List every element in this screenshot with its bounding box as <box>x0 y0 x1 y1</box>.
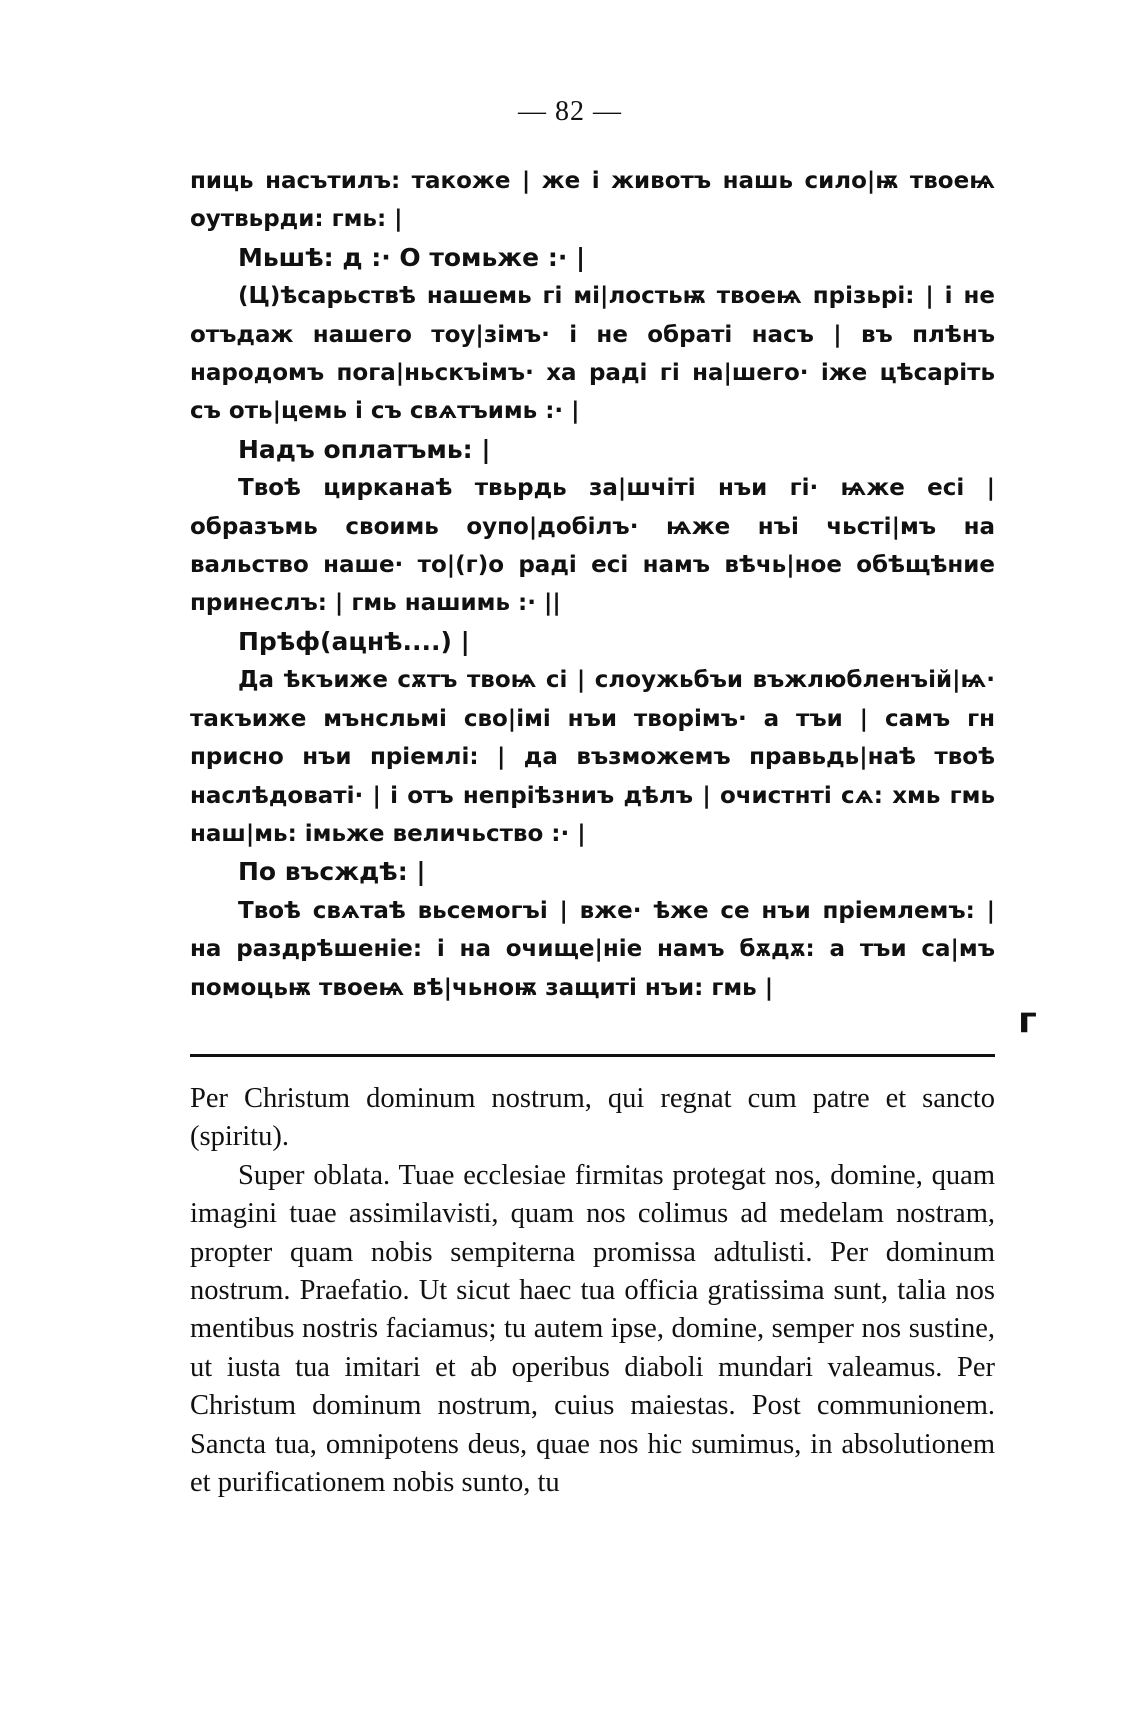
slavonic-paragraph: Твоѣ свѧтаѣ вьсемогъі | вже· ѣже се нъи пріемлемъ: | на раздрѣшеніе: і на очище|ніе намъ бѫдѫ: а тъи са|мъ помоцьѭ твоеѩ вѣ|чьноѭ защиті нъи: гмь | <box>190 897 995 1001</box>
latin-paragraph: Per Christum dominum nostrum, qui regnat cum patre et sancto (spiritu). <box>190 1083 995 1153</box>
slavonic-heading-praefatio: Прѣф(ацнѣ....) | <box>238 626 470 656</box>
slavonic-paragraph: (Ц)ѣсарьствѣ нашемь гі мі|лостьѭ твоеѩ прізьрі: | і не отъдаж нашего тоу|зімъ· і не обраті насъ | въ плѣнъ народомъ пога|ньскъімъ· ха раді гі на|шего· іже цѣсаріть съ оть|цемь і съ свѧтъимь :· | <box>190 283 995 425</box>
margin-mark: г <box>1018 1000 1037 1041</box>
slavonic-paragraph: Твоѣ цирканаѣ твьрдь за|шчіті нъи гі· ѩже есі | образъмь своимь оупо|добілъ· ѩже нъі чьсті|мъ на вальство наше· то|(г)о раді есі намъ вѣчь|ное обѣщѣние принеслъ: | гмь нашимь :· || <box>190 475 995 617</box>
slavonic-heading-oblata: Надъ оплатъмь: | <box>238 434 491 464</box>
slavonic-heading-mass: Мьшѣ: д :· О томьже :· | <box>238 242 586 272</box>
slavonic-heading-communion: По въсждѣ: | <box>238 857 426 887</box>
page-number: — 82 — <box>518 96 622 127</box>
old-slavonic-text-block <box>190 162 995 1007</box>
slavonic-paragraph: пиць насътилъ: такожe | же і животъ нашь сило|ѭ твоеѩ оутвьрди: гмь: | <box>190 168 995 233</box>
slavonic-paragraph: Да ѣкъиже сѫтъ твоѩ сі | слоужьбъи въжлюбленъій|ѩ· такъиже мънсльмі сво|імі нъи творімъ· а тъи | самъ гн присно нъи пріемлі: | да възможемъ правьдь|наѣ твоѣ наслѣдоваті· | і отъ непріѣзниъ дѣлъ | очистнті сѧ: хмь гмь наш|мь: імьже величьство :· | <box>190 667 995 847</box>
latin-paragraph: Super oblata. Tuae ecclesiae firmitas protegat nos, domine, quam imagini tuae assimilavisti, quam nos colimus ad medelam nostram, propter quam nobis sempiterna promissa adtulisti. Per dominum nostrum. Praefatio. Ut sicut haec tua officia gratissima sunt, talia nos mentibus nostris faciamus; tu autem ipse, domine, semper nos sustine, ut iusta tua imitari et ab operibus diaboli mundari valeamus. Per Christum dominum nostrum, cuius maiestas. Post communionem. Sancta tua, omnipotens deus, quae nos hic sumimus, in absolutionem et purificationem nobis sunto, tu <box>190 1159 995 1499</box>
latin-text-block <box>190 1080 995 1502</box>
horizontal-divider <box>190 1054 995 1057</box>
